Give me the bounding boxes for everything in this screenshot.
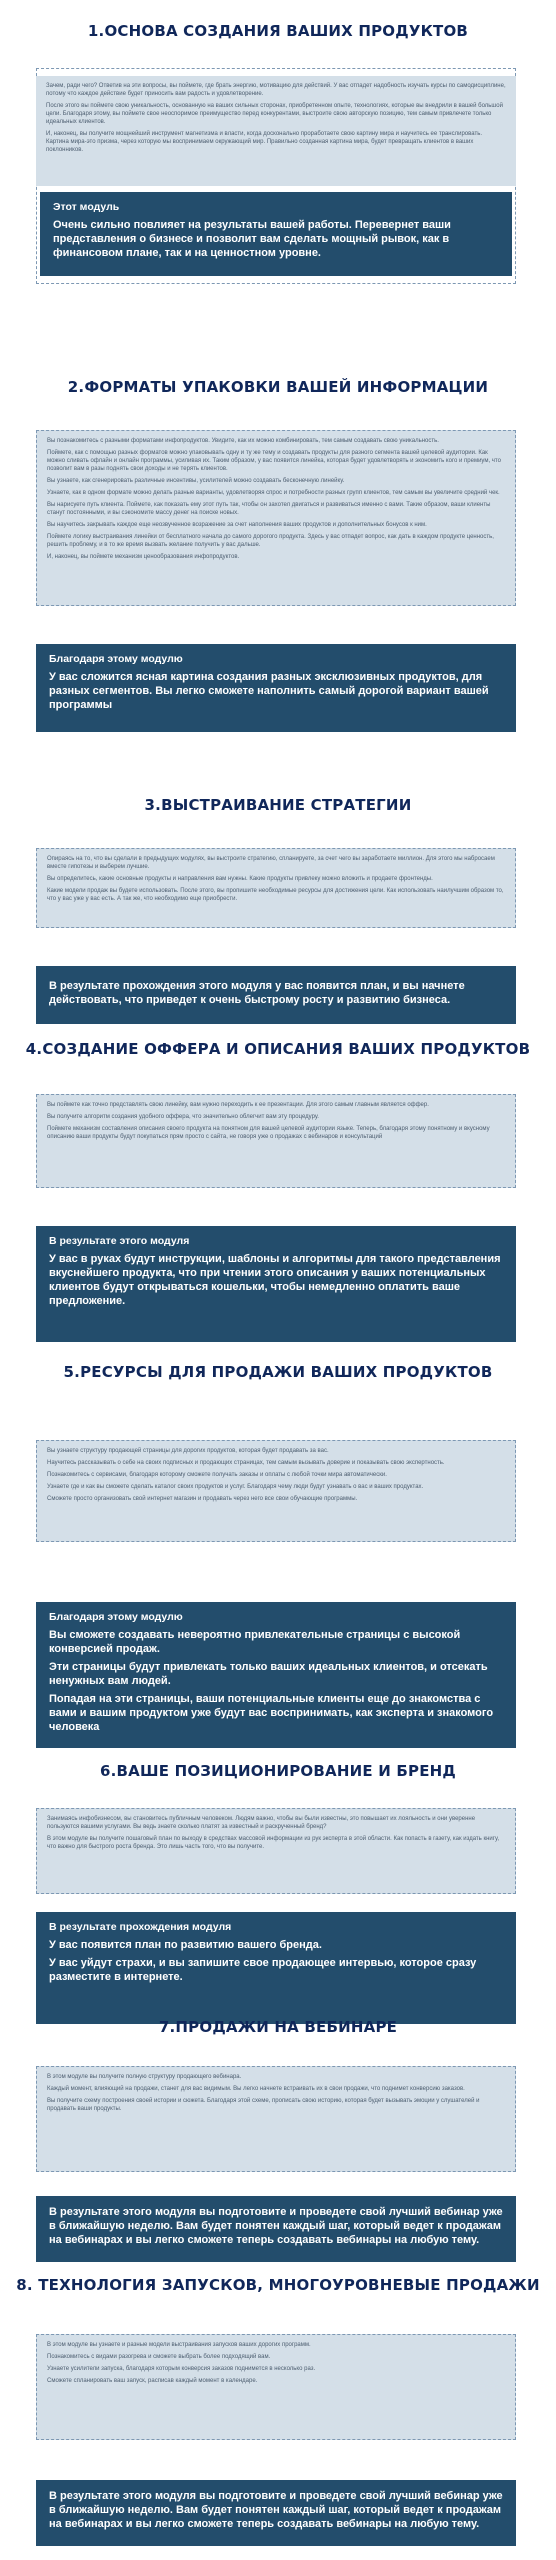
paragraph: Поймете логику выстраивания линейки от бесплатного начала до самого дорогого продукта. Здесь у вас отпадет вопрос, как дать в каждом продукте ценность, решить проблему, и в то же время вызвать желание получить у вас дальше. — [47, 534, 494, 548]
section-1-text — [36, 76, 516, 186]
paragraph: Вы получите схему построения своей истории и сюжета. Благодаря этой схеме, прописать свою историю, которая будет вызывать эмоции у слушателей и продавать ваши продукты. — [47, 2098, 480, 2112]
paragraph: Вы узнаете структуру продающей страницы для дорогих продуктов, которая будет продавать за вас. — [47, 1448, 329, 1454]
section-6-result-box — [36, 1912, 516, 2024]
paragraph: Узнаете усилители запуска, благодаря которым конверсия заказов поднимется в несколько раз. — [47, 2366, 316, 2372]
section-7-text — [36, 2066, 516, 2172]
paragraph: Познакомитесь с сервисами, благодаря которому сможете получать заказы и оплаты с любой точки мира автоматически. — [47, 1472, 387, 1478]
paragraph: Узнаете где и как вы сможете сделать каталог своих продуктов и услуг. Благодаря чему люди будут узнавать о вас и ваших продуктах. — [47, 1484, 424, 1490]
paragraph: Поймете, как с помощью разных форматов можно упаковывать одну и ту же тему и создавать продукты для разного сегмента вашей целевой аудитории. Как можно сливать офлайн и онлайн программы, усиливая их. Таким образом, у вас появится линейка, которая будет удовлетворять и экономить кого и премиум, что позволит вам в разы поднять свои доходы и не терять клиентов. — [47, 450, 501, 472]
section-title-6: 6.ВАШЕ ПОЗИЦИОНИРОВАНИЕ И БРЕНД — [100, 1762, 456, 1780]
result-text: У вас сложится ясная картина создания разных эксклюзивных продуктов, для разных сегментов. Вы легко сможете наполнить самый дорогой вариант вашей программы — [49, 671, 489, 711]
section-4-text — [36, 1094, 516, 1188]
section-1-result-box — [40, 192, 512, 276]
result-lead: Благодаря этому модулю — [49, 653, 183, 665]
result-text: Очень сильно повлияет на результаты вашей работы. Перевернет ваши представления о бизнесе и позволит вам сделать мощный рывок, как в финансовом плане, так и на ценностном уровне. — [53, 219, 451, 259]
section-title-1: 1.ОСНОВА СОЗДАНИЯ ВАШИХ ПРОДУКТОВ — [87, 22, 469, 40]
paragraph: Познакомитесь с видами разогрева и сможете выбрать более подходящий вам. — [47, 2354, 271, 2360]
result-text: В результате этого модуля вы подготовите и проведете свой лучший вебинар уже в ближайшую неделю. Вам будет понятен каждый шаг, который ведет к продажам на вебинарах и вы легко сможете теперь создавать вебинары на любую тему. — [49, 2490, 503, 2530]
section-title-2: 2.ФОРМАТЫ УПАКОВКИ ВАШЕЙ ИНФОРМАЦИИ — [67, 378, 489, 396]
paragraph: Сможете просто организовать свой интернет магазин и продавать через него все свои обучающие программы. — [47, 1496, 358, 1502]
result-lead: В результате прохождения модуля — [49, 1921, 232, 1933]
result-text: В результате этого модуля вы подготовите и проведете свой лучший вебинар уже в ближайшую неделю. Вам будет понятен каждый шаг, который ведет к продажам на вебинарах и вы легко сможете теперь создавать вебинары на любую тему. — [49, 2206, 503, 2246]
result-text: Эти страницы будут привлекать только ваших идеальных клиентов, и отсекать ненужных вам людей. — [49, 1661, 488, 1687]
paragraph: Зачем, ради чего? Ответив на эти вопросы, вы поймете, где брать энергию, мотивацию для действий. У вас отпадет надобность изучать курсы по самодисциплине, потому что каждое действие будет приносить вам радость и удовлетворение. — [46, 83, 506, 97]
section-8-text — [36, 2334, 516, 2440]
paragraph: Вы познакомитесь с разными форматами инфопродуктов. Увидите, как их можно комбинировать, тем самым создавать свою уникальность. — [47, 438, 439, 444]
result-text: У вас уйдут страхи, и вы запишите свое продающее интервью, которое сразу разместите в интернете. — [49, 1957, 477, 1983]
paragraph: И, наконец, вы получите мощнейший инструмент магнетизма и власти, когда досконально проработаете свою картину мира и научитесь ее транслировать. Картина мира-это призма, через которую мы воспринимаем окружающий мир. Правильно созданная картина мира, будет превращать клиентов в ваших поклонников. — [46, 131, 483, 153]
section-title-7: 7.ПРОДАЖИ НА ВЕБИНАРЕ — [158, 2018, 398, 2036]
section-title-8: 8. ТЕХНОЛОГИЯ ЗАПУСКОВ, МНОГОУРОВНЕВЫЕ ПРОДАЖИ — [16, 2276, 540, 2294]
paragraph: Вы определитесь, какие основные продукты и направления вам нужны. Какие продукты привлеку можно вложить и продаете фронтенды. — [47, 876, 433, 882]
section-6-text — [36, 1808, 516, 1894]
paragraph: Какие модели продаж вы будете использовать. После этого, вы пропишите необходимые ресурсы для достижения цели. Как использовать наилучшим образом то, что у вас уже у вас есть. А так же, что необходимо еще приобрести. — [47, 888, 504, 902]
section-title-3: 3.ВЫСТРАИВАНИЕ СТРАТЕГИИ — [144, 796, 412, 814]
result-text: У вас в руках будут инструкции, шаблоны и алгоритмы для такого представления вкуснейшего продукта, что при чтении этого описания у ваших потенциальных клиентов будут открываться кошельки, чтобы немедленно оплатить ваше предложение. — [49, 1253, 501, 1307]
paragraph: Вы узнаете, как сгенерировать различные инсентивы, усилителей можно создавать бесконечную линейку. — [47, 478, 345, 484]
result-text: Попадая на эти страницы, ваши потенциальные клиенты еще до знакомства с вами и вашим продуктом уже будут вас воспринимать, как эксперта и знакомого человека — [49, 1693, 494, 1733]
result-lead: В результате этого модуля — [49, 1235, 190, 1247]
section-3-text — [36, 848, 516, 928]
result-text: У вас появится план по развитию вашего бренда. — [49, 1939, 322, 1951]
section-title-5: 5.РЕСУРСЫ ДЛЯ ПРОДАЖИ ВАШИХ ПРОДУКТОВ — [63, 1363, 493, 1381]
paragraph: Опираясь на то, что вы сделали в предыдущих модулях, вы выстроите стратегию, спланируете, за счет чего вы заработаете миллион. Для этого мы набросаем вместе гипотезы и выберем лучшие. — [47, 856, 495, 870]
paragraph: Каждый момент, влияющий на продажи, станет для вас видимым. Вы легко начнете встраивать их в свои продажи, что поднимет конверсию заказов. — [47, 2086, 465, 2092]
paragraph: В этом модуле вы получите полную структуру продающего вебинара. — [47, 2074, 242, 2080]
paragraph: Занимаясь инфобизнесом, вы становитесь публичным человеком. Людям важно, чтобы вы были известны, это повышает их лояльность и они уверенне пользуются вашими услугами. Вы ведь знаете сколько платят за известный и раскрученный бренд? — [47, 1816, 476, 1830]
section-8-result-box — [36, 2480, 516, 2546]
section-5-result-box — [36, 1602, 516, 1748]
paragraph: Сможете спланировать ваш запуск, расписав каждый момент в календаре. — [47, 2378, 258, 2384]
section-7-result-box — [36, 2196, 516, 2262]
section-2-text — [36, 430, 516, 606]
paragraph: В этом модуле вы получите пошаговый план по выходу в средствах массовой информации из рук эксперта в этой области. Как попасть в газету, как издать книгу, что важно для быстрого роста бренда. Это лишь часть того, что вы получите. — [47, 1836, 500, 1850]
paragraph: Вы получите алгоритм создания удобного оффера, что значительно облегчит вам эту процедуру. — [47, 1114, 319, 1120]
paragraph: Вы научитесь закрывать каждое еще неозвученное возражение за счет наполнения ваших продуктов и дополнительных бонусов к ним. — [47, 522, 427, 528]
paragraph: Поймете механизм составления описания своего продукта на понятном для вашей целевой аудитории языке. Теперь, благодаря этому понятному и вкусному описанию ваши продукты будут покупаться прям просто с сайта, не говоря уже о продажах с вебинаров и консультаций — [47, 1126, 490, 1140]
result-text: В результате прохождения этого модуля у вас появится план, и вы начнете действовать, что приведет к очень быстрому росту и развитию бизнеса. — [49, 980, 465, 1006]
section-4-result-box — [36, 1226, 516, 1342]
result-lead: Этот модуль — [53, 201, 120, 213]
paragraph: Узнаете, как в одном формате можно делать разные варианты, удовлетворяя спрос и потребности разных групп клиентов, тем самым вы увеличите средний чек. — [47, 490, 500, 496]
result-lead: Благодаря этому модулю — [49, 1611, 183, 1623]
result-text: Вы сможете создавать невероятно привлекательные страницы с высокой конверсией продаж. — [49, 1629, 461, 1655]
section-5-text — [36, 1440, 516, 1542]
paragraph: В этом модуле вы узнаете и разные модели выстраивания запусков ваших дорогих программ. — [47, 2342, 311, 2348]
section-3-result-box — [36, 966, 516, 1024]
section-title-4: 4.СОЗДАНИЕ ОФФЕРА И ОПИСАНИЯ ВАШИХ ПРОДУКТОВ — [25, 1040, 531, 1058]
section-2-result-box — [36, 644, 516, 732]
paragraph: Вы поймете как точно представлять свою линейку, вам нужно переходить к ее презентации. Для этого самым главным является оффер. — [47, 1102, 429, 1108]
paragraph: Научитесь рассказывать о себе на своих подписных и продающих страницах, тем самым вызывать доверие и показывать свою экспертность. — [47, 1460, 445, 1466]
paragraph: И, наконец, вы поймете механизм ценообразования инфопродуктов. — [47, 554, 240, 560]
paragraph: Вы нарисуете путь клиента. Поймете, как показать ему этот путь так, чтобы он захотел двигаться и развиваться именно с вами. Такие образом, ваши клиенты станут постоянными, и вы сэкономите массу денег на поиске новых. — [47, 502, 491, 516]
paragraph: После этого вы поймете свою уникальность, основанную на ваших сильных сторонах, приобретенном опыте, технологиях, которые вы внедрили в вашей большой цели. Благодаря этому, вы поймете свое неоспоримое преимущество перед конкурентами, выстроите свою авторскую позицию, тем самым привлечете только идеальных клиентов. — [46, 103, 503, 125]
